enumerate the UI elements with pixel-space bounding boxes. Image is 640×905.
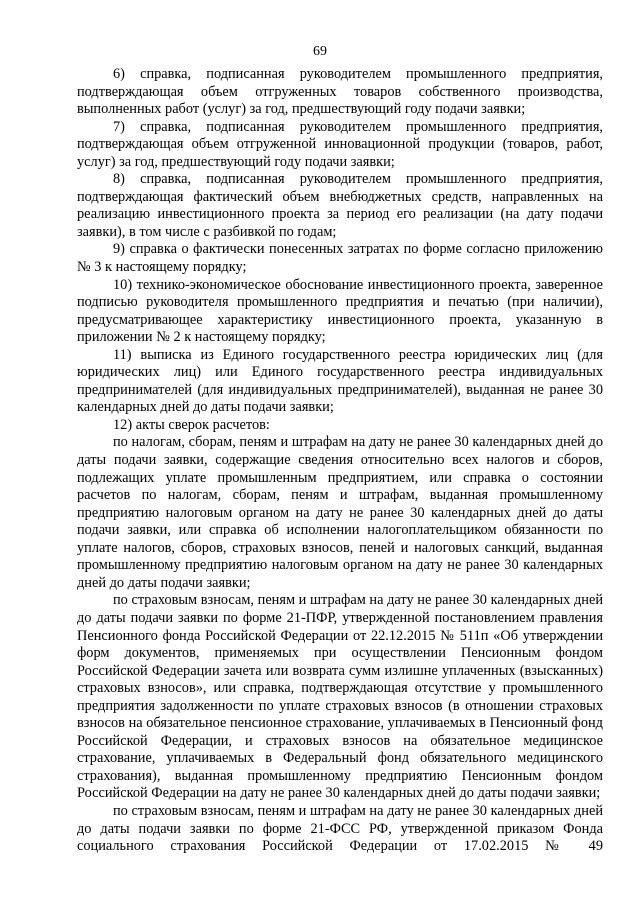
paragraph-social-insurance: по страховым взносам, пеням и штрафам на дату не ранее 30 календарных дней до даты подачи заявки по форме 21-ФСС РФ, утвержденной приказом Фонда социального страхования Российской Федерации от 17.02.2015 № 49 xyxy=(77,802,603,855)
paragraph-item-8: 8) справка, подписанная руководителем промышленного предприятия, подтверждающая фактический объем внебюджетных средств, направленных на реализацию инвестиционного проекта за период его реализации (на дату подачи заявки), в том числе с разбивкой по годам; xyxy=(77,171,603,240)
paragraph-item-11: 11) выписка из Единого государственного реестра юридических лиц (для юридических лиц) или Единого государственного реестра индивидуальных предпринимателей (для индивидуальных предпринимателей), выданная не ранее 30 календарных дней до даты подачи заявки; xyxy=(77,346,603,416)
paragraph-pension-contributions: по страховым взносам, пеням и штрафам на дату не ранее 30 календарных дней до даты подачи заявки по форме 21-ПФР, утвержденной постановлением правления Пенсионного фонда Российской Федерации от 22.12.2015 № 511п «Об утверждении форм документов, применяемых при осуществлении Пенсионным фондом Российской Федерации зачета или возврата сумм излишне уплаченных (взысканных) страховых взносов», или справка, подтверждающая отсутствие у промышленного предприятия задолженности по уплате страховых взносов (в отношении страховых взносов на обязательное пенсионное страхование, уплачиваемых в Пенсионный фонд Российской Федерации, и страховых взносов на обязательное медицинское страхование, уплачиваемых в Федеральный фонд обязательного медицинского страхования), выданная промышленному предприятию Пенсионным фондом Российской Федерации на дату не ранее 30 календарных дней до даты подачи заявки; xyxy=(77,592,603,802)
paragraph-item-12: 12) акты сверок расчетов: xyxy=(113,416,270,433)
paragraph-item-9: 9) справка о фактически понесенных затратах по форме согласно приложению № 3 к настоящему порядку; xyxy=(77,241,603,276)
paragraph-item-7: 7) справка, подписанная руководителем промышленного предприятия, подтверждающая объем отгруженной инновационной продукции (товаров, работ, услуг) за год, предшествующий году подачи заявки; xyxy=(77,118,603,170)
paragraph-item-6: 6) справка, подписанная руководителем промышленного предприятия, подтверждающая объем отгруженных товаров собственного производства, выполненных работ (услуг) за год, предшествующий году подачи заявки; xyxy=(77,66,603,118)
page-number: 69 xyxy=(313,44,327,59)
paragraph-taxes: по налогам, сборам, пеням и штрафам на дату не ранее 30 календарных дней до даты подачи заявки, содержащие сведения относительно всех налогов и сборов, подлежащих уплате промышленным предприятием, или справка о состоянии расчетов по налогам, сборам, пеням и штрафам, выданная промышленному предприятию налоговым органом на дату не ранее 30 календарных дней до даты подачи заявки, или справка об исполнении налогоплательщиком обязанности по уплате налогов, сборов, страховых взносов, пеней и налоговых санкций, выданная промышленному предприятию налоговым органом на дату не ранее 30 календарных дней до даты подачи заявки; xyxy=(77,434,603,591)
document-body xyxy=(77,66,603,856)
paragraph-item-10: 10) технико-экономическое обоснование инвестиционного проекта, заверенное подписью руководителя промышленного предприятия и печатью (при наличии), предусматривающее характеристику инвестиционного проекта, указанную в приложении № 2 к настоящему порядку; xyxy=(77,276,603,346)
